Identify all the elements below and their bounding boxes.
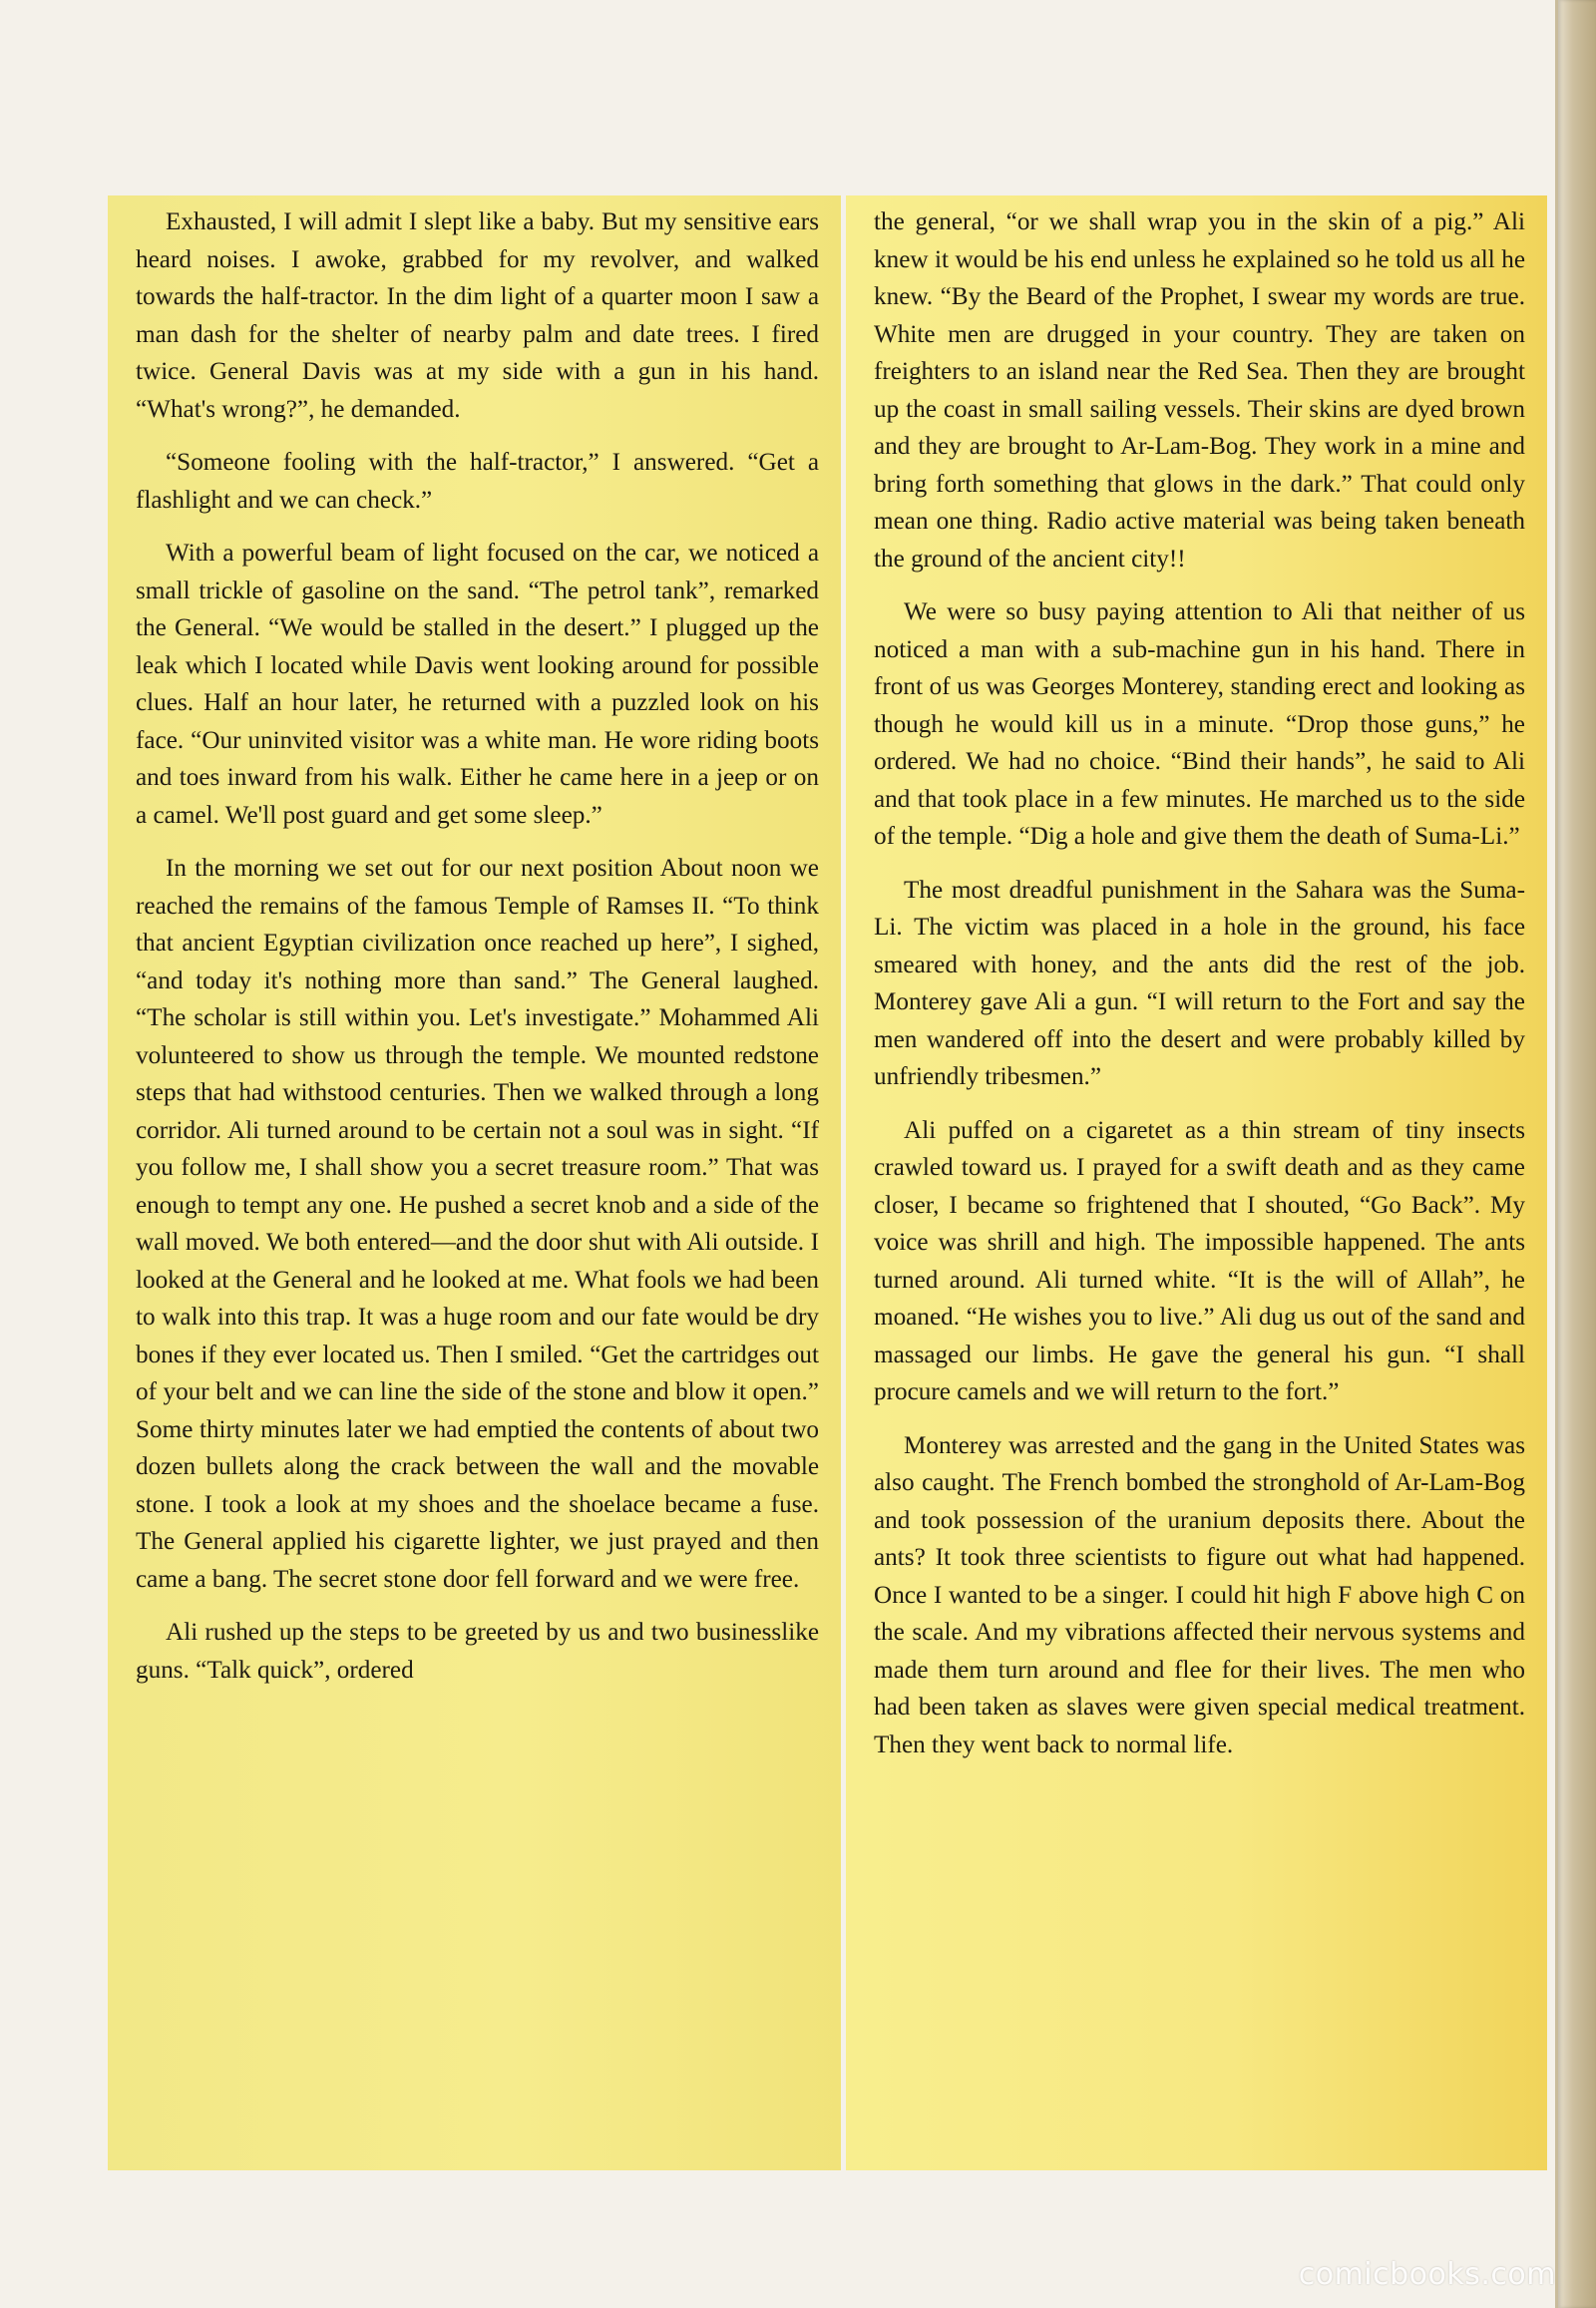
- paragraph: We were so busy paying attention to Ali that neither of us noticed a man with a sub-machine gun in his hand. There in front of us was Georges Monterey, standing erect and looking as though he would kill us in a minute. “Drop those guns,” he ordered. We had no choice. “Bind their hands”, he said to Ali and that took place in a few minutes. He marched us to the side of the temple. “Dig a hole and give them the death of Suma-Li.”: [874, 598, 1525, 850]
- watermark: comicbooks.com: [1298, 2257, 1556, 2292]
- paragraph: Ali rushed up the steps to be greeted by us and two businesslike guns. “Talk quick”, ordered: [136, 1619, 819, 1684]
- paragraph: Ali puffed on a cigaretet as a thin stream of tiny insects crawled toward us. I prayed for a swift death and as they came closer, I became so frightened that I shouted, “Go Back”. My voice was shrill and high. The impossible happened. The ants turned around. Ali turned white. “It is the will of Allah”, he moaned. “He wishes you to live.” Ali dug us out of the sand and massaged our limbs. He gave the general his gun. “I shall procure camels and we will return to the fort.”: [874, 1116, 1525, 1405]
- paragraph: Monterey was arrested and the gang in the United States was also caught. The French bombed the stronghold of Ar-Lam-Bog and took possession of the uranium deposits there. About the ants? It took three scientists to figure out what had happened. Once I wanted to be a singer. I could hit high F above high C on the scale. And my vibrations affected their nervous systems and made them turn around and flee for their lives. The men who had been taken as slaves were given special medical treatment. Then they went back to normal life.: [874, 1431, 1525, 1758]
- paragraph: With a powerful beam of light focused on the car, we noticed a small trickle of gasoline on the sand. “The petrol tank”, remarked the General. “We would be stalled in the desert.” I plugged up the leak which I located while Davis went looking around for possible clues. Half an hour later, he returned with a puzzled look on his face. “Our uninvited visitor was a white man. He wore riding boots and toes inward from his walk. Either he came here in a jeep or on a camel. We'll post guard and get some sleep.”: [136, 540, 819, 829]
- paragraph: Exhausted, I will admit I slept like a baby. But my sensitive ears heard noises. I awoke, grabbed for my revolver, and walked towards the half-tractor. In the dim light of a quarter moon I saw a man dash for the shelter of nearby palm and date trees. I fired twice. General Davis was at my side with a gun in his hand. “What's wrong?”, he demanded.: [136, 208, 819, 423]
- paragraph: The most dreadful punishment in the Sahara was the Suma-Li. The victim was placed in a hole in the ground, his face smeared with honey, and the ants did the rest of the job. Monterey gave Ali a gun. “I will return to the Fort and say the men wandered off into the desert and were probably killed by unfriendly tribesmen.”: [874, 876, 1525, 1090]
- left-text-column: [108, 195, 841, 2170]
- right-text-column: [846, 195, 1547, 2170]
- paragraph: In the morning we set out for our next position About noon we reached the remains of the famous Temple of Ramses II. “To think that ancient Egyptian civilization once reached up here”, I sighed, “and today it's nothing more than sand.” The General laughed. “The scholar is still within you. Let's investigate.” Mohammed Ali volunteered to show us through the temple. We mounted redstone steps that had withstood centuries. Then we walked through a long corridor. Ali turned around to be certain not a soul was in sight. “If you follow me, I shall show you a secret treasure room.” That was enough to tempt any one. He pushed a secret knob and a side of the wall moved. We both entered—and the door shut with Ali outside. I looked at the General and he looked at me. What fools we had been to walk into this trap. It was a huge room and our fate would be dry bones if they ever located us. Then I smiled. “Get the cartridges out of your belt and we can line the side of the stone and blow it open.” Some thirty minutes later we had emptied the contents of about two dozen bullets along the crack between the wall and the movable stone. I took a look at my shoes and the shoelace became a fuse. The General applied his cigarette lighter, we just prayed and then came a bang. The secret stone door fell forward and we were free.: [136, 855, 819, 1593]
- paragraph: “Someone fooling with the half-tractor,” I answered. “Get a flashlight and we can check.”: [136, 449, 819, 514]
- paragraph: the general, “or we shall wrap you in the skin of a pig.” Ali knew it would be his end unless he explained so he told us all he knew. “By the Beard of the Prophet, I swear my words are true. White men are drugged in your country. They are taken on freighters to an island near the Red Sea. Then they are brought up the coast in small sailing vessels. Their skins are dyed brown and they are brought to Ar-Lam-Bog. They work in a mine and bring forth something that glows in the dark.” That could only mean one thing. Radio active material was being taken beneath the ground of the ancient city!!: [874, 208, 1525, 573]
- page-edge: [1558, 0, 1596, 2308]
